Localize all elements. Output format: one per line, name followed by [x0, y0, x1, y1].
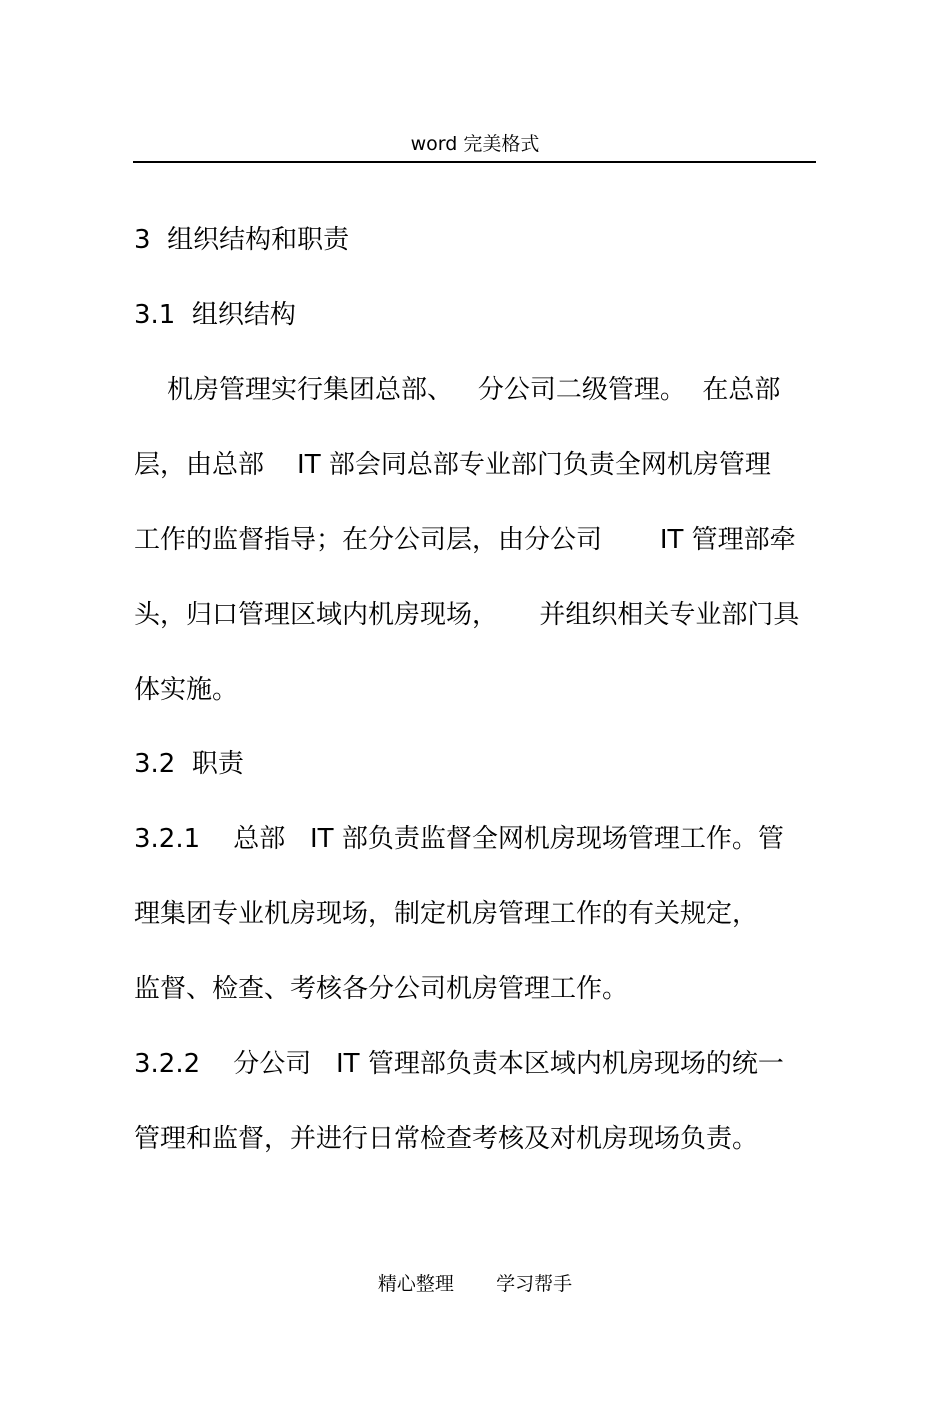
page-footer-text: 精心整理 学习帮手 [377, 1273, 573, 1295]
item-3-2-2-line: 3.2.2 分公司 IT 管理部负责本区域内机房现场的统一 [134, 1049, 784, 1079]
paragraph-line: 体实施。 [134, 675, 239, 705]
paragraph-line: 工作的监督指导；在分公司层，由分公司 IT 管理部牵 [134, 525, 796, 555]
paragraph-line: 机房管理实行集团总部、 分公司二级管理。 在总部 [134, 375, 781, 405]
section-heading-3: 3 组织结构和职责 [134, 225, 350, 255]
section-heading-3-2: 3.2 职责 [134, 749, 244, 779]
paragraph-line: 层，由总部 IT 部会同总部专业部门负责全网机房管理 [134, 450, 771, 480]
page-header-title: word 完美格式 [410, 133, 540, 155]
section-heading-3-1: 3.1 组织结构 [134, 300, 296, 330]
item-3-2-1-line: 监督、检查、考核各分公司机房管理工作。 [134, 974, 629, 1004]
paragraph-line: 头，归口管理区域内机房现场， 并组织相关专业部门具 [134, 600, 800, 630]
item-3-2-1-line: 理集团专业机房现场，制定机房管理工作的有关规定， [134, 899, 759, 929]
header-divider [133, 161, 816, 163]
item-3-2-1-line: 3.2.1 总部 IT 部负责监督全网机房现场管理工作。管 [134, 824, 784, 854]
item-3-2-2-line: 管理和监督，并进行日常检查考核及对机房现场负责。 [134, 1124, 759, 1154]
